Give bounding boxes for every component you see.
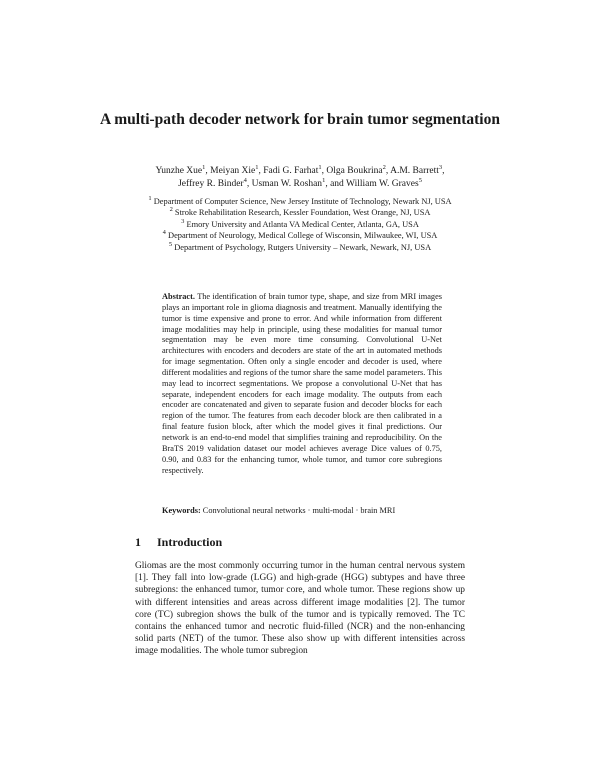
keywords-label: Keywords: [162,506,201,515]
author: Olga Boukrina$^2$, [326,163,391,176]
affiliation: $^5$ Department of Psychology, Rutgers University – Newark, Newark, NJ, USA [168,240,432,252]
affiliation: $^2$ Stroke Rehabilitation Research, Kessler Foundation, West Orange, NJ, USA [169,206,431,218]
author: A.M. Barrett$^3$, [390,163,445,176]
introduction-paragraph: Gliomas are the most commonly occurring tumor in the human central nervous system [1]. They fall into low-grade (LGG) and high-grade (HGG) subtypes and have three subregions: the enhanced tumor, tumor core, and whole tumor. These regions show up with different intensities and areas across different image modalities [2]. The tumor core (TC) subregion shows the bulk of the tumor and is typically removed. The TC contains the enhanced tumor and necrotic fluid-filled (NCR) and the non-enhancing solid parts (NET) of the tumor. These also show up with different intensities across image modalities. The whole tumor subregion [135,561,465,657]
section-number: 1 [135,535,141,549]
section-title: Introduction [157,535,223,549]
abstract [162,292,442,476]
author: Usman W. Roshan$^1$, and [251,176,346,189]
abstract-label: Abstract. [162,292,195,301]
author: Meiyan Xie$^1$, [210,163,264,176]
affiliation-list [120,196,480,253]
affiliation: $^4$ Department of Neurology, Medical College of Wisconsin, Milwaukee, WI, USA [162,229,438,241]
affiliation: $^3$ Emory University and Atlanta VA Medical Center, Atlanta, GA, USA [181,218,419,229]
paper-title: A multi-path decoder network for brain tumor segmentation [100,111,500,128]
abstract-text: The identification of brain tumor type, shape, and size from MRI images plays an important role in glioma diagnosis and treatment. Manually identifying the tumor is time expensive and prone to error. And while information from different image modalities may help in principle, using these modalities for manual tumor segmentation may be even more time consuming. Convolutional U-Net architectures with encoders and decoders are state of the art in automated methods for image segmentation. Often only a single encoder and decoder is used, where different modalities and regions of the tumor share the same model parameters. This may lead to incorrect segmentations. We propose a convolutional U-Net that has separate, independent encoders for each image modality. The outputs from each encoder are concatenated and given to separate fusion and decoder blocks for each region of the tumor. The features from each decoder block are then calibrated in a final feature fusion block, after which the model gives it final predictions. Our network is an end-to-end model that simplifies training and reproducibility. On the BraTS 2019 validation dataset our model achieves average Dice values of 0.75, 0.90, and 0.83 for the enhancing tumor, whole tumor, and tumor core subregions respectively. [162,292,442,475]
affiliation: $^1$ Department of Computer Science, New Jersey Institute of Technology, Newark NJ, USA [148,195,452,206]
keywords-text: Convolutional neural networks · multi-modal · brain MRI [202,506,396,515]
keywords [162,505,452,516]
author: Fadi G. Farhat$^1$, [263,163,327,176]
author-list [110,165,490,191]
author: Yunzhe Xue$^1$, [155,163,211,176]
section-heading [135,535,222,549]
author: William W. Graves$^5$ [345,176,422,189]
author: Jeffrey R. Binder$^4$, [178,176,252,189]
